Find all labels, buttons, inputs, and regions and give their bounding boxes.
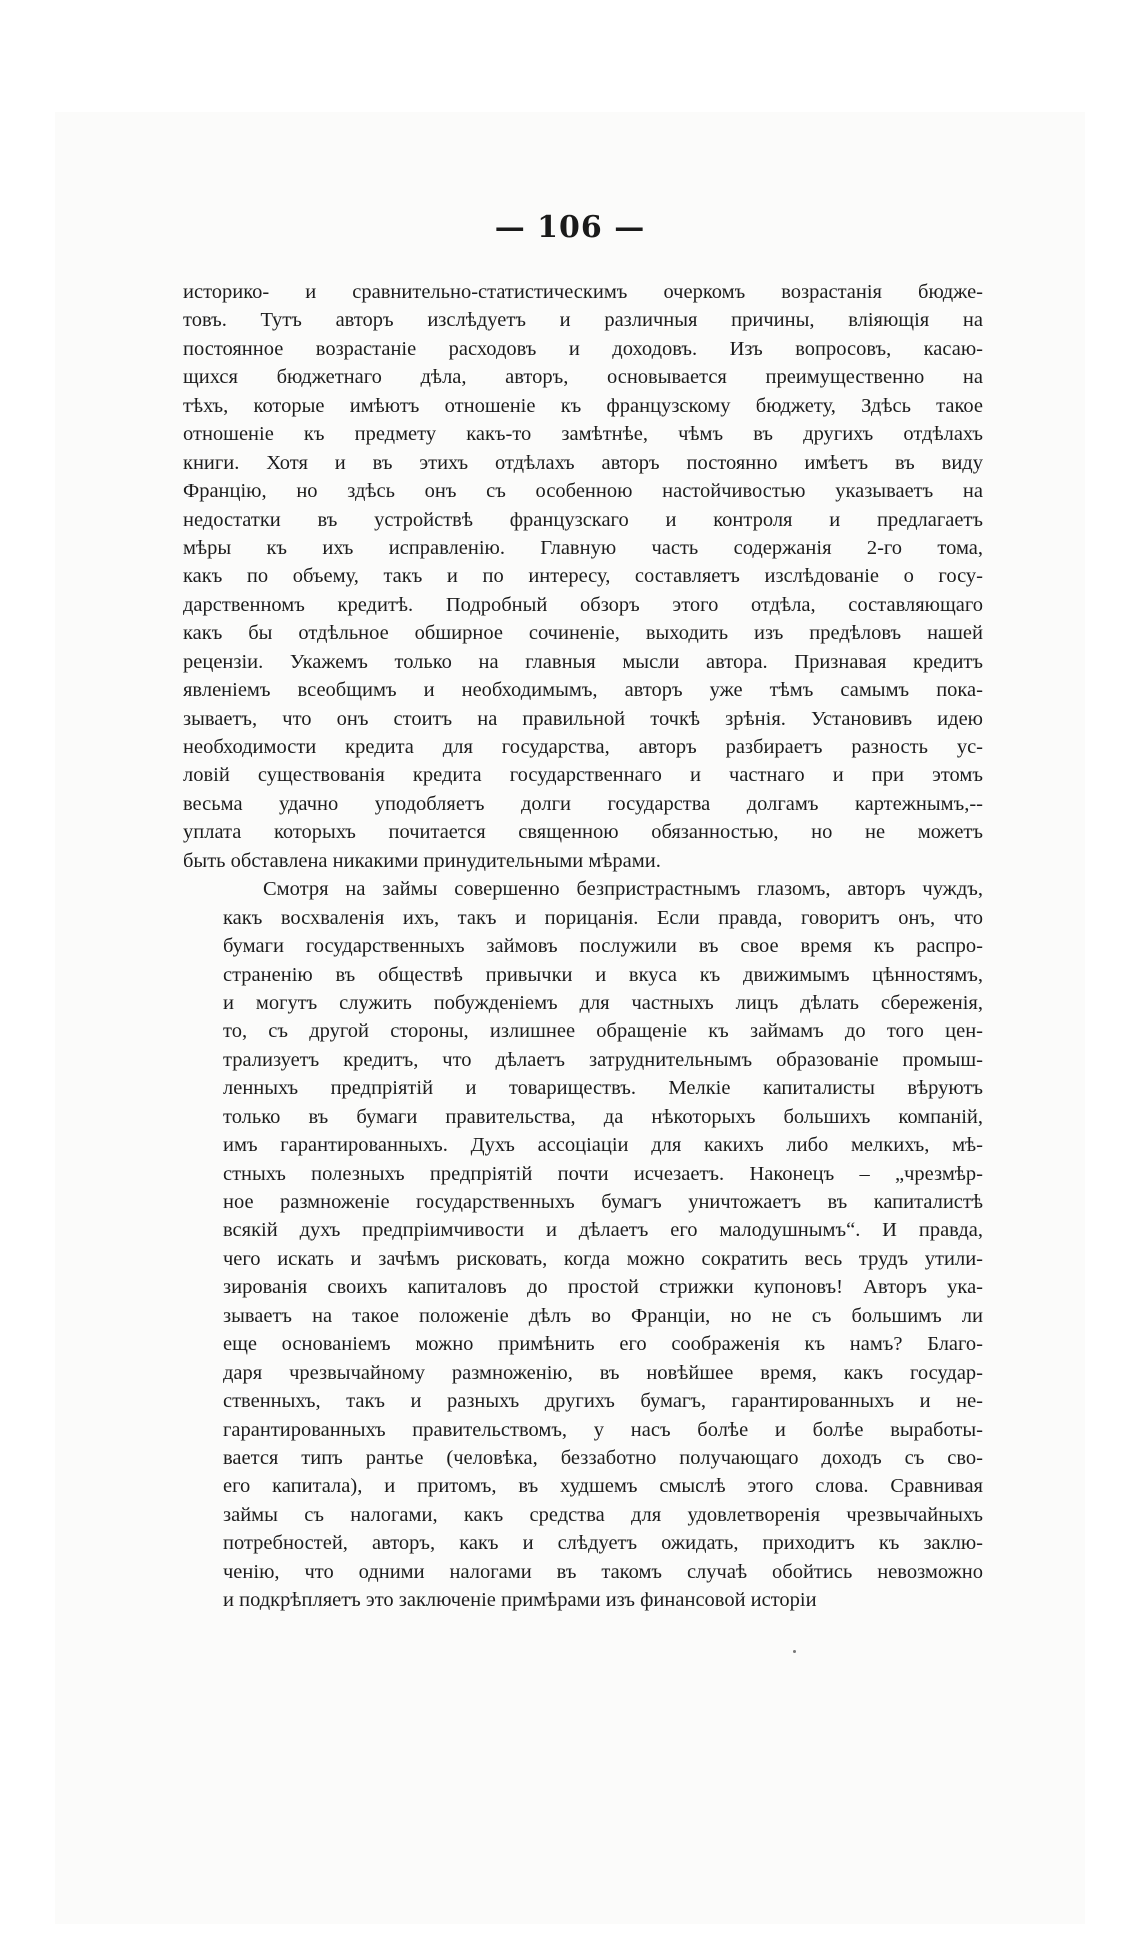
text-line: рецензіи. Укажемъ только на главныя мысли автора. Признавая кредитъ <box>183 650 983 673</box>
text-line: недостатки въ устройствѣ французскаго и контроля и предлагаетъ <box>183 508 983 531</box>
text-line: весьма удачно уподобляетъ долги государства долгамъ картежнымъ,-- <box>183 792 983 815</box>
text-line: даря чрезвычайному размноженію, въ новѣйшее время, какъ государ- <box>223 1361 983 1384</box>
paragraph-1 <box>183 278 983 875</box>
text-line: стныхъ полезныхъ предпріятій почти исчезаетъ. Наконецъ – „чрезмѣр- <box>223 1162 983 1185</box>
text-line: трализуетъ кредитъ, что дѣлаетъ затруднительнымъ образованіе промыш- <box>223 1048 983 1071</box>
paragraph-2 <box>183 875 983 1614</box>
text-line: ловій существованія кредита государственнаго и частнаго и при этомъ <box>183 764 983 787</box>
text-line: его капитала), и притомъ, въ худшемъ смыслѣ этого слова. Сравнивая <box>223 1475 983 1498</box>
text-line: бумаги государственныхъ займовъ послужили въ свое время къ распро- <box>223 935 983 958</box>
text-line: только въ бумаги правительства, да нѣкоторыхъ большихъ компаній, <box>223 1105 983 1128</box>
text-line: щихся бюджетнаго дѣла, авторъ, основывается преимущественно на <box>183 366 983 389</box>
text-line: еще основаніемъ можно примѣнить его соображенія къ намъ? Благо- <box>223 1333 983 1356</box>
text-line: уплата которыхъ почитается священною обязанностью, но не можетъ <box>183 821 983 844</box>
text-line: какъ по объему, такъ и по интересу, составляетъ изслѣдованіе о госу- <box>183 565 983 588</box>
page-number: — 106 — <box>494 210 646 245</box>
text-line: Смотря на займы совершенно безпристрастнымъ глазомъ, авторъ чуждъ, <box>263 878 983 901</box>
text-line: страненію въ обществѣ привычки и вкуса къ движимымъ цѣнностямъ, <box>223 963 983 986</box>
text-line: всякій духъ предпріимчивости и дѣлаетъ его малодушнымъ“. И правда, <box>223 1219 983 1242</box>
text-line: зываетъ, что онъ стоитъ на правильной точкѣ зрѣнія. Установивъ идею <box>183 707 983 730</box>
text-line: книги. Хотя и въ этихъ отдѣлахъ авторъ постоянно имѣетъ въ виду <box>183 451 983 474</box>
text-line: ное размноженіе государственныхъ бумагъ уничтожаетъ въ капиталистѣ <box>223 1191 983 1213</box>
text-line: имъ гарантированныхъ. Духъ ассоціаціи для какихъ либо мелкихъ, мѣ- <box>223 1134 983 1157</box>
text-line: какъ бы отдѣльное обширное сочиненіе, выходить изъ предѣловъ нашей <box>183 622 983 645</box>
text-line: то, съ другой стороны, излишнее обращеніе къ займамъ до того цен- <box>223 1020 983 1043</box>
text-line: отношеніе къ предмету какъ-то замѣтнѣе, чѣмъ въ другихъ отдѣлахъ <box>183 423 983 446</box>
text-line: вается типъ рантье (человѣка, беззаботно получающаго доходъ съ сво- <box>223 1446 983 1469</box>
text-line: чего искать и зачѣмъ рисковать, когда можно сократить весь трудъ утили- <box>223 1247 983 1270</box>
text-line: какъ восхваленія ихъ, такъ и порицанія. Если правда, говоритъ онъ, что <box>223 906 983 929</box>
text-line: мѣры къ ихъ исправленію. Главную часть содержанія 2-го тома, <box>183 536 983 559</box>
text-line: необходимости кредита для государства, авторъ разбираетъ разность ус- <box>183 736 983 758</box>
text-line: потребностей, авторъ, какъ и слѣдуетъ ожидать, приходитъ къ заклю- <box>223 1532 983 1555</box>
text-line: ленныхъ предпріятій и товариществъ. Мелкіе капиталисты вѣруютъ <box>223 1077 983 1100</box>
text-line: ченію, что одними налогами въ такомъ случаѣ обойтись невозможно <box>223 1560 983 1583</box>
text-line: товъ. Тутъ авторъ изслѣдуетъ и различныя причины, вліяющія на <box>183 309 983 332</box>
text-line: историко- и сравнительно-статистическимъ очеркомъ возрастанія бюдже- <box>183 281 983 303</box>
text-line: дарственномъ кредитѣ. Подробный обзоръ этого отдѣла, составляющаго <box>183 593 983 616</box>
book-page <box>55 112 1085 1924</box>
text-line: займы съ налогами, какъ средства для удовлетворенія чрезвычайныхъ <box>223 1503 983 1526</box>
text-line: зированія своихъ капиталовъ до простой стрижки купоновъ! Авторъ ука- <box>223 1276 983 1299</box>
text-line: тѣхъ, которые имѣютъ отношеніе къ французскому бюджету, Здѣсь такое <box>183 394 983 417</box>
text-line: зываетъ на такое положеніе дѣлъ во Франціи, но не съ большимъ ли <box>223 1304 983 1327</box>
text-line: постоянное возрастаніе расходовъ и доходовъ. Изъ вопросовъ, касаю- <box>183 337 983 360</box>
text-line: явленіемъ всеобщимъ и необходимымъ, авторъ уже тѣмъ самымъ пока- <box>183 679 983 702</box>
text-line: быть обставлена никакими принудительными мѣрами. <box>183 849 661 872</box>
text-line: гарантированныхъ правительствомъ, у насъ болѣе и болѣе выработы- <box>223 1418 983 1441</box>
body-text <box>183 278 983 1615</box>
print-speck <box>793 1650 796 1653</box>
text-line: и подкрѣпляетъ это заключеніе примѣрами изъ финансовой исторіи <box>223 1589 817 1612</box>
text-line: и могутъ служить побужденіемъ для частныхъ лицъ дѣлать сбереженія, <box>223 991 983 1014</box>
text-line: Францію, но здѣсь онъ съ особенною настойчивостью указываетъ на <box>183 480 983 503</box>
text-line: ственныхъ, такъ и разныхъ другихъ бумагъ, гарантированныхъ и не- <box>223 1390 983 1413</box>
